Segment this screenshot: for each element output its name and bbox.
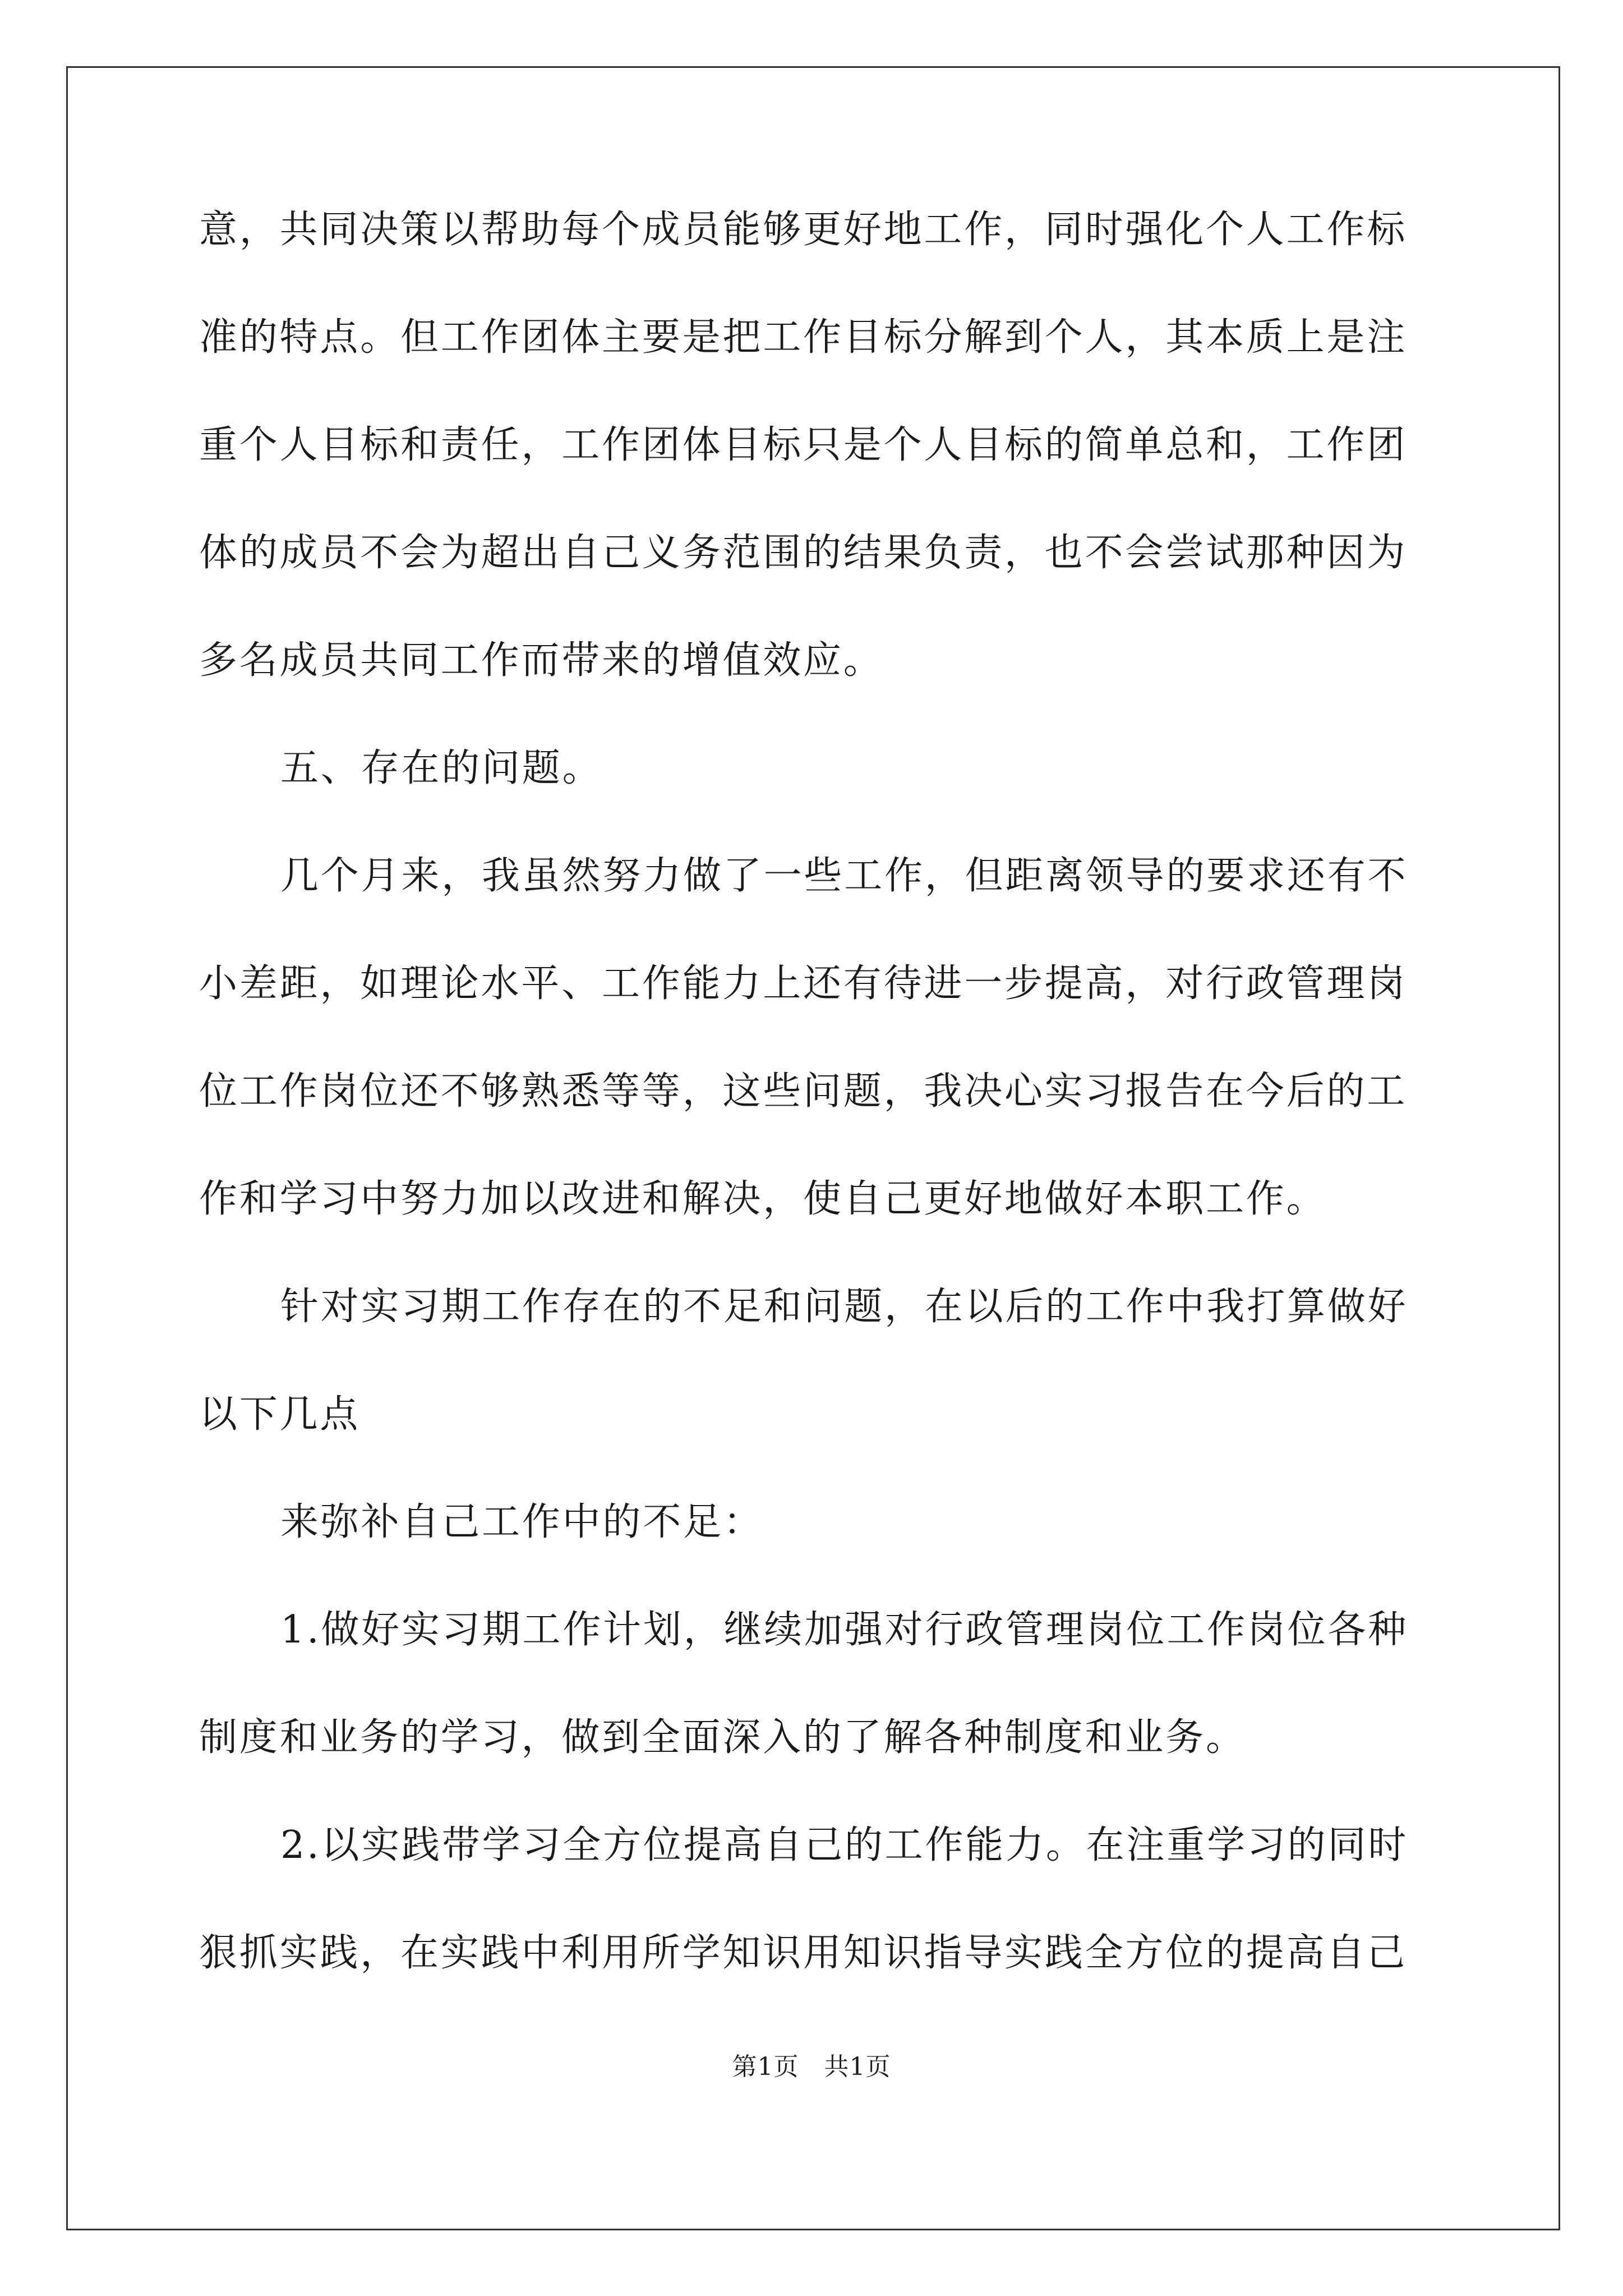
list-item-line: 2.以实践带学习全方位提高自己的工作能力。在注重学习的同时 — [280, 1823, 1409, 1867]
page-border — [66, 66, 1560, 2230]
list-item-line: 1.做好实习期工作计划，继续加强对行政管理岗位工作岗位各种 — [280, 1608, 1409, 1652]
paragraph-line: 小差距，如理论水平、工作能力上还有待进一步提高，对行政管理岗 — [199, 961, 1408, 1006]
paragraph-line: 多名成员共同工作而带来的增值效应。 — [199, 638, 884, 683]
paragraph-line: 体的成员不会为超出自己义务范围的结果负责，也不会尝试那种因为 — [199, 531, 1408, 575]
paragraph-line: 几个月来，我虽然努力做了一些工作，但距离领导的要求还有不 — [280, 854, 1408, 898]
paragraph-line: 重个人目标和责任，工作团体目标只是个人目标的简单总和，工作团 — [199, 423, 1408, 467]
paragraph-line: 意，共同决策以帮助每个成员能够更好地工作，同时强化个人工作标 — [199, 208, 1408, 252]
paragraph-line: 位工作岗位还不够熟悉等等，这些问题，我决心实习报告在今后的工 — [199, 1069, 1408, 1114]
paragraph-line: 作和学习中努力加以改进和解决，使自己更好地做好本职工作。 — [199, 1177, 1327, 1221]
list-item-line: 狠抓实践，在实践中利用所学知识用知识指导实践全方位的提高自己 — [199, 1931, 1408, 1975]
page-footer: 第1页 共1页 — [732, 2053, 891, 2081]
section-heading: 五、存在的问题。 — [280, 746, 603, 790]
paragraph-line: 以下几点 — [199, 1392, 361, 1437]
paragraph-line: 准的特点。但工作团体主要是把工作目标分解到个人，其本质上是注 — [199, 315, 1408, 360]
list-item-line: 制度和业务的学习，做到全面深入的了解各种制度和业务。 — [199, 1715, 1246, 1760]
paragraph-line: 针对实习期工作存在的不足和问题，在以后的工作中我打算做好 — [280, 1285, 1408, 1329]
paragraph-line: 来弥补自己工作中的不足： — [280, 1500, 764, 1544]
